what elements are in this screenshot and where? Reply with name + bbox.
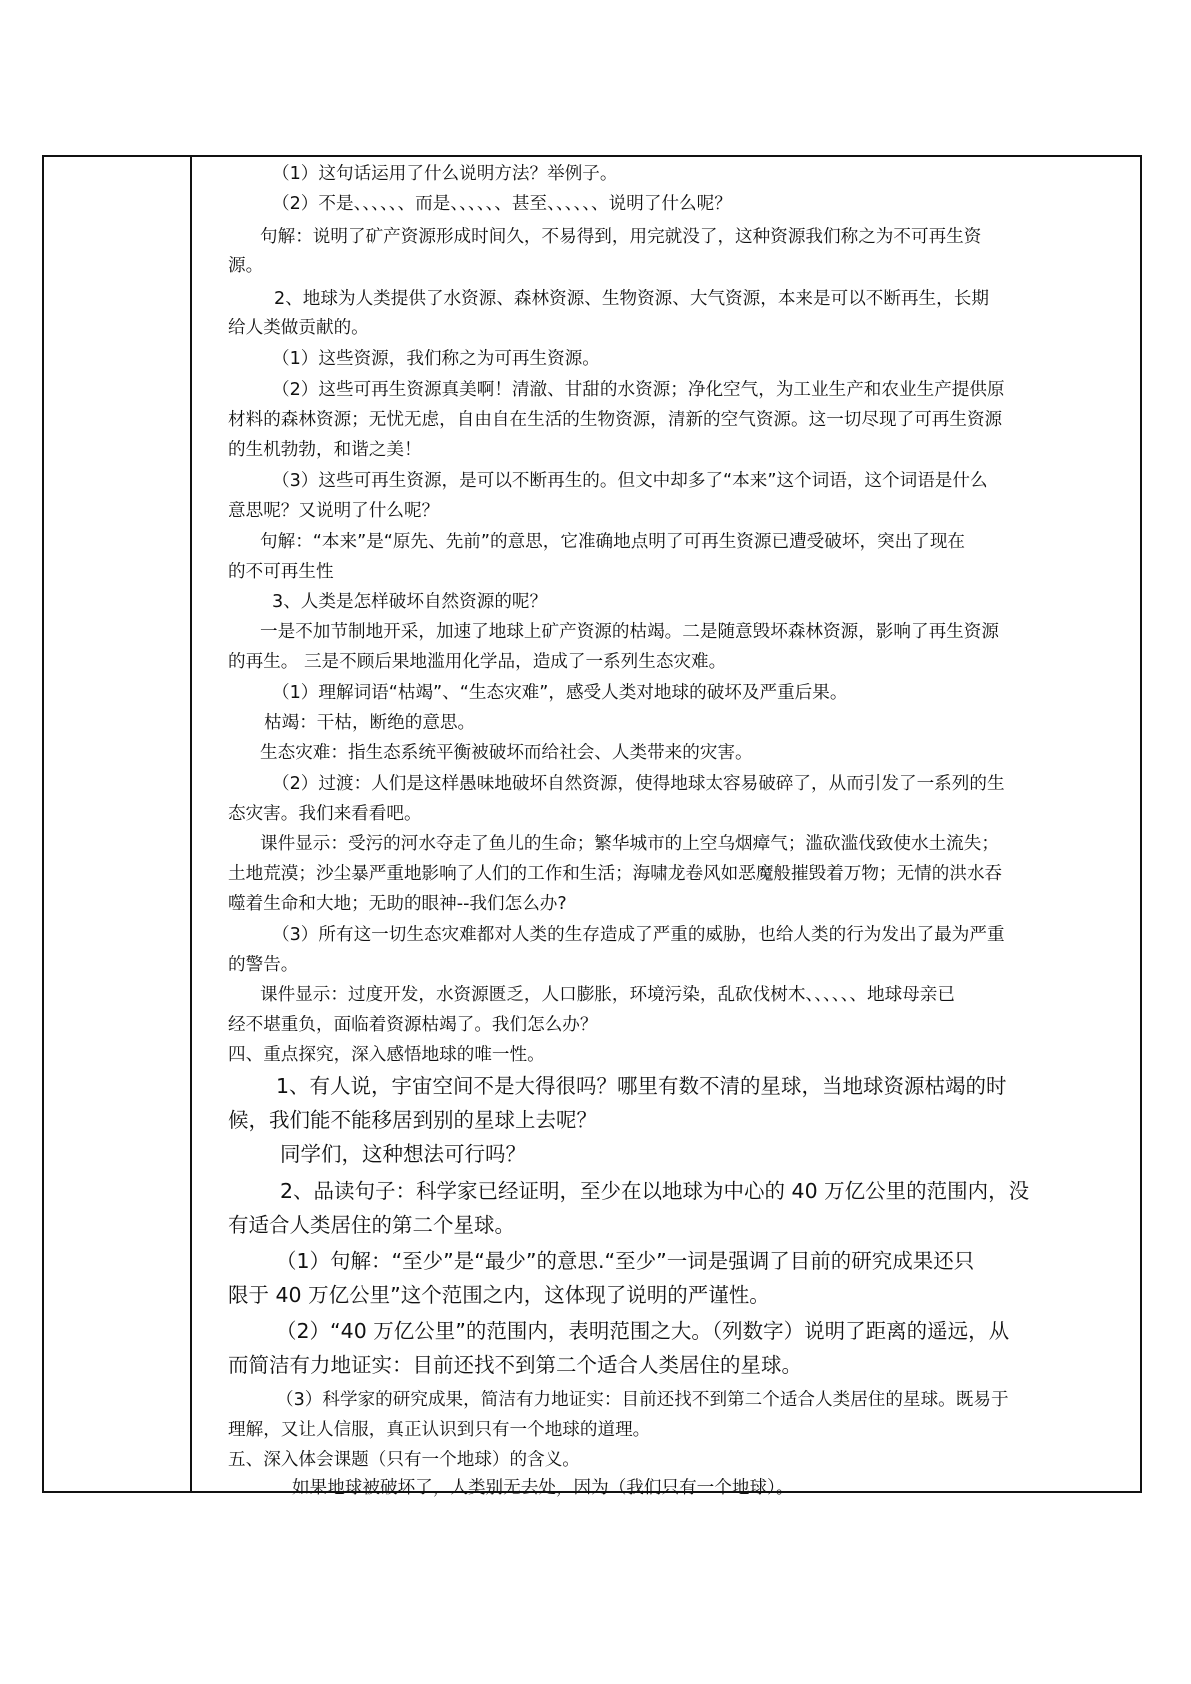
text-line: 的不可再生性 [228, 562, 334, 582]
text-line: 土地荒漠；沙尘暴严重地影响了人们的工作和生活；海啸龙卷风如恶魔般摧毁着万物；无情的洪水吞 [228, 864, 1003, 884]
text-line: 理解，又让人信服，真正认识到只有一个地球的道理。 [228, 1420, 651, 1440]
text-line: （2）这些可再生资源真美啊！清澈、甘甜的水资源；净化空气，为工业生产和农业生产提供原 [272, 380, 1005, 400]
text-line: 句解：说明了矿产资源形成时间久，不易得到，用完就没了，这种资源我们称之为不可再生资 [260, 227, 982, 247]
text-line: 2、品读句子：科学家已经证明，至少在以地球为中心的 40 万亿公里的范围内，没 [280, 1179, 1030, 1203]
text-line: 候，我们能不能移居到别的星球上去呢？ [228, 1108, 597, 1132]
text-line: 而简洁有力地证实：目前还找不到第二个适合人类居住的星球。 [228, 1353, 802, 1377]
text-line: 1、有人说，宇宙空间不是大得很吗？哪里有数不清的星球，当地球资源枯竭的时 [276, 1074, 1007, 1098]
text-line: 的生机勃勃，和谐之美！ [228, 440, 422, 460]
text-line: （1）句解：“至少”是“最少”的意思.“至少”一词是强调了目前的研究成果还只 [276, 1249, 975, 1273]
text-line: 限于 40 万亿公里”这个范围之内，这体现了说明的严谨性。 [228, 1283, 770, 1307]
text-line: 态灾害。我们来看看吧。 [228, 804, 422, 824]
text-line: （2）不是、、、、、、而是、、、、、、甚至、、、、、、说明了什么呢？ [272, 194, 732, 214]
text-line: 噬着生命和大地；无助的眼神--我们怎么办? [228, 894, 567, 914]
section-heading: 四、重点探究，深入感悟地球的唯一性。 [228, 1045, 545, 1065]
text-line: （3）科学家的研究成果，简洁有力地证实：目前还找不到第二个适合人类居住的星球。既易于 [276, 1390, 1009, 1410]
table-right-column [192, 157, 1140, 1498]
text-line: 句解：“本来”是“原先、先前”的意思，它准确地点明了可再生资源已遭受破坏，突出了现在 [260, 532, 966, 552]
section-heading: 五、深入体会课题（只有一个地球）的含义。 [228, 1450, 580, 1470]
text-line: （3）这些可再生资源，是可以不断再生的。但文中却多了“本来”这个词语，这个词语是什么 [272, 471, 988, 491]
text-line: 如果地球被破坏了，人类别无去处，因为（我们只有一个地球）。 [292, 1478, 794, 1498]
table-left-column [44, 157, 192, 1491]
text-line: 课件显示：受污的河水夺走了鱼儿的生命；繁华城市的上空乌烟瘴气；滥砍滥伐致使水土流失； [260, 834, 999, 854]
text-line: 生态灾难：指生态系统平衡被破坏而给社会、人类带来的灾害。 [260, 743, 753, 763]
text-line: 材料的森林资源；无忧无虑，自由自在生活的生物资源，清新的空气资源。这一切尽现了可再生资源 [228, 410, 1003, 430]
text-line: 一是不加节制地开采，加速了地球上矿产资源的枯竭。二是随意毁坏森林资源，影响了再生资源 [260, 622, 999, 642]
text-line: 的再生。 三是不顾后果地滥用化学品，造成了一系列生态灾难。 [228, 652, 727, 672]
text-line: 源。 [228, 256, 264, 276]
text-line: 2、地球为人类提供了水资源、森林资源、生物资源、大气资源，本来是可以不断再生，长期 [274, 289, 989, 309]
text-line: （1）理解词语“枯竭”、“生态灾难”，感受人类对地球的破坏及严重后果。 [272, 683, 848, 703]
text-line: 意思呢？又说明了什么呢？ [228, 501, 440, 521]
text-line: 有适合人类居住的第二个星球。 [228, 1213, 515, 1237]
text-line: 经不堪重负，面临着资源枯竭了。我们怎么办？ [228, 1015, 598, 1035]
document-table [42, 155, 1142, 1498]
text-line: （1）这句话运用了什么说明方法？举例子。 [272, 164, 618, 184]
text-line: （2）“40 万亿公里”的范围内，表明范围之大。（列数字）说明了距离的遥远，从 [276, 1319, 1010, 1343]
text-line: 的警告。 [228, 955, 299, 975]
text-line: （2）过渡：人们是这样愚味地破坏自然资源，使得地球太容易破碎了，从而引发了一系列的生 [272, 774, 1005, 794]
text-line: 枯竭：干枯，断绝的意思。 [264, 713, 476, 733]
text-line: 3、人类是怎样破坏自然资源的呢？ [272, 592, 548, 612]
text-line: 课件显示：过度开发，水资源匮乏，人口膨胀，环境污染，乱砍伐树木、、、、、、地球母亲已 [260, 985, 955, 1005]
text-line: 同学们，这种想法可行吗？ [280, 1142, 526, 1166]
text-line: （1）这些资源，我们称之为可再生资源。 [272, 349, 600, 369]
text-line: 给人类做贡献的。 [228, 318, 369, 338]
text-line: （3）所有这一切生态灾难都对人类的生存造成了严重的威胁，也给人类的行为发出了最为严重 [272, 925, 1005, 945]
